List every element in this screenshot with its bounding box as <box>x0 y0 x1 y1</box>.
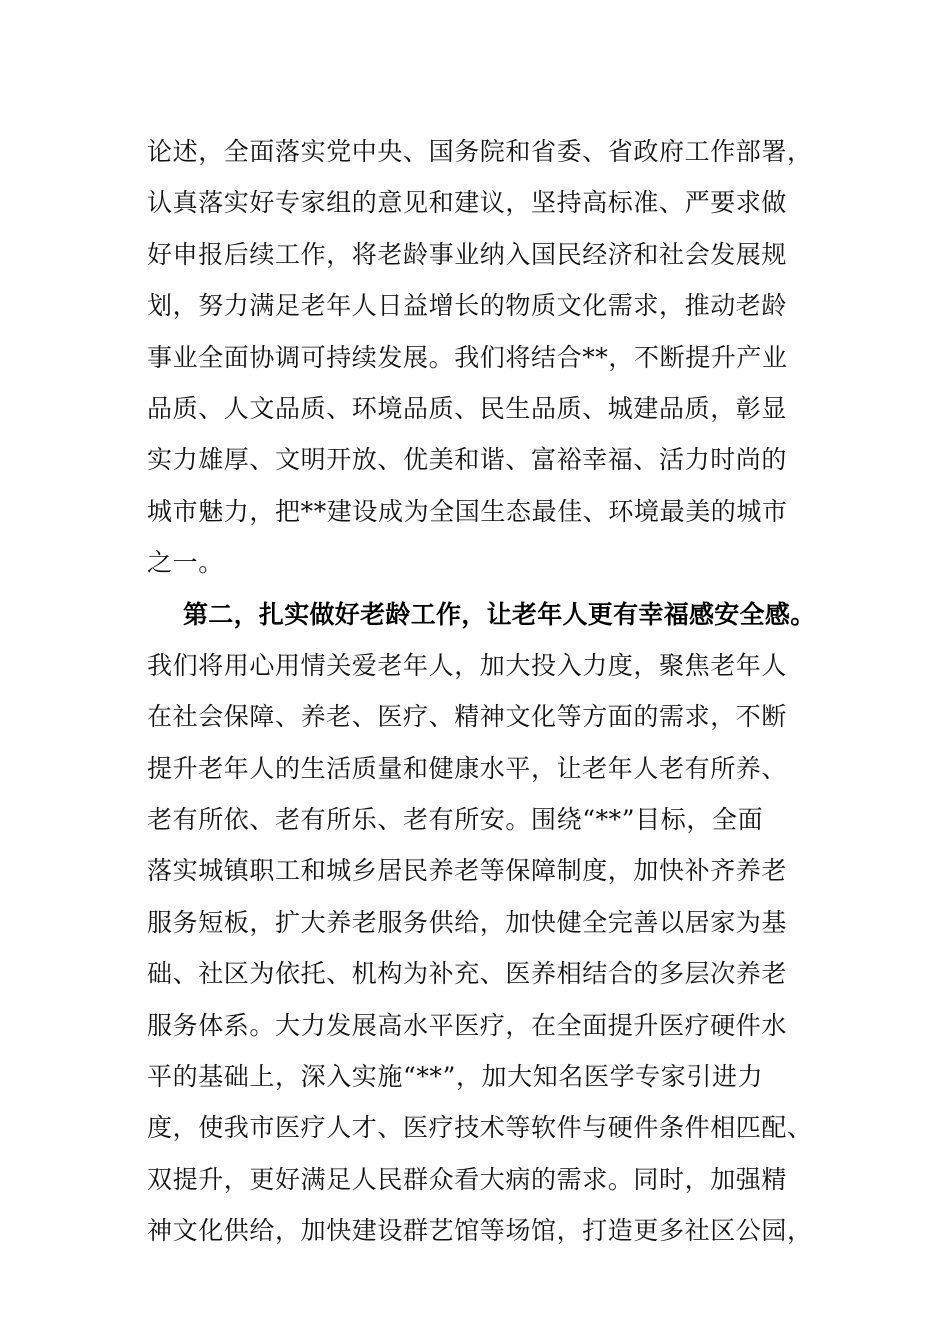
text-line: 实力雄厚、文明开放、优美和谐、富裕幸福、活力时尚的 <box>147 445 788 475</box>
text-line: 服务体系。大力发展高水平医疗，在全面提升医疗硬件水 <box>147 1010 788 1040</box>
text-line: 事业全面协调可持续发展。我们将结合**，不断提升产业 <box>147 342 788 372</box>
text-line: 神文化供给，加快建设群艺馆等场馆，打造更多社区公园， <box>147 1216 813 1246</box>
text-line: 认真落实好专家组的意见和建议，坚持高标准、严要求做 <box>147 188 788 218</box>
text-line: 论述，全面落实党中央、国务院和省委、省政府工作部署， <box>147 137 813 166</box>
text-line: 好申报后续工作，将老龄事业纳入国民经济和社会发展规 <box>147 239 788 269</box>
text-line: 划，努力满足老年人日益增长的物质文化需求，推动老龄 <box>147 291 788 321</box>
text-line: 双提升，更好满足人民群众看大病的需求。同时，加强精 <box>147 1164 788 1194</box>
text-line: 城市魅力，把**建设成为全国生态最佳、环境最美的城市 <box>147 496 788 526</box>
text-line: 我们将用心用情关爱老年人，加大投入力度，聚焦老年人 <box>147 650 788 680</box>
text-line: 平的基础上，深入实施“**”，加大知名医学专家引进力 <box>147 1062 764 1092</box>
text-line: 在社会保障、养老、医疗、精神文化等方面的需求，不断 <box>147 702 788 732</box>
text-line: 落实城镇职工和城乡居民养老等保障制度，加快补齐养老 <box>147 856 788 886</box>
text-line: 服务短板，扩大养老服务供给，加快健全完善以居家为基 <box>147 907 788 937</box>
text-line: 础、社区为依托、机构为补充、医养相结合的多层次养老 <box>147 959 788 989</box>
section-heading: 第二，扎实做好老龄工作，让老年人更有幸福感安全感。 <box>183 599 816 629</box>
text-line: 提升老年人的生活质量和健康水平，让老年人老有所养、 <box>147 753 788 783</box>
text-line: 之一。 <box>147 548 224 578</box>
body-text <box>147 126 827 1257</box>
text-line: 老有所依、老有所乐、老有所安。围绕“**”目标，全面 <box>147 805 764 835</box>
text-line: 品质、人文品质、环境品质、民生品质、城建品质，彰显 <box>147 393 788 423</box>
text-line: 度，使我市医疗人才、医疗技术等软件与硬件条件相匹配、 <box>147 1113 813 1143</box>
